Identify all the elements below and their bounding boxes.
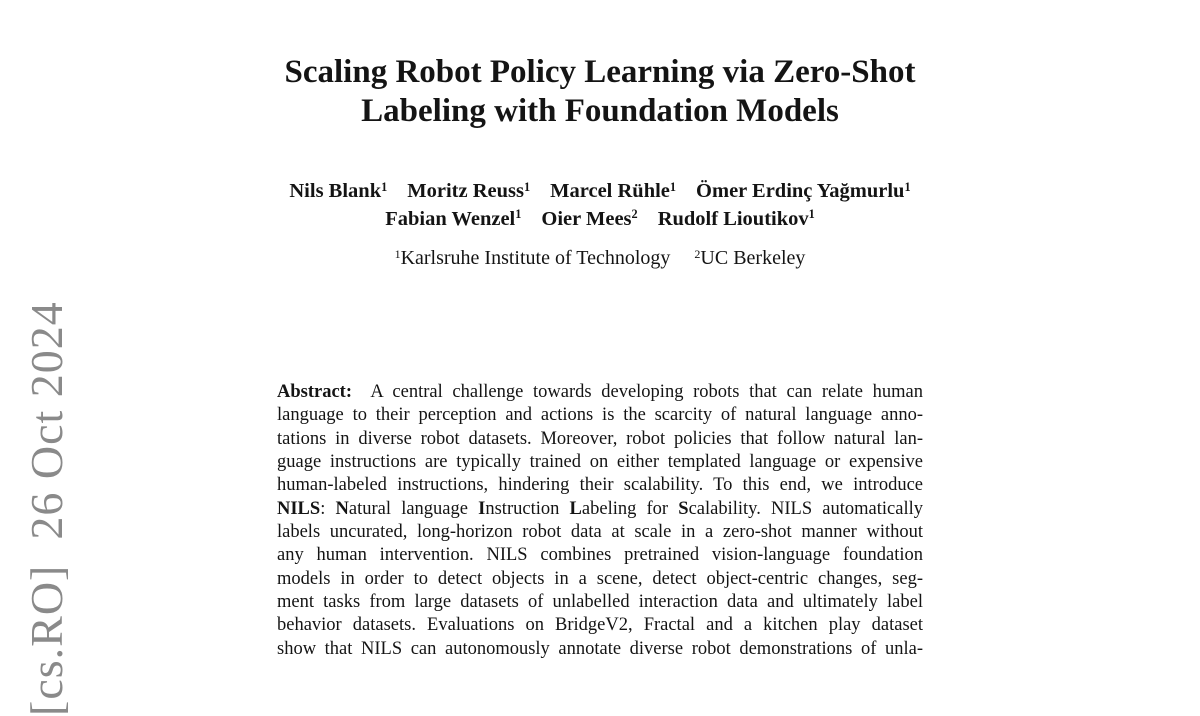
author-affiliation-superscript: 1 xyxy=(808,207,815,222)
paper-content-column xyxy=(277,0,923,659)
abstract-line xyxy=(277,591,923,614)
author-name: Nils Blank$^1$ xyxy=(289,179,388,202)
author-name: Marcel Rühle$^1$ xyxy=(550,179,677,202)
author-affiliation-superscript: 1 xyxy=(515,207,522,222)
abstract-line xyxy=(277,451,923,474)
abstract-text-bold: S xyxy=(678,498,689,519)
arxiv-watermark: [cs.RO] 26 Oct 2024 xyxy=(21,301,72,716)
author-affiliation-superscript: 1 xyxy=(381,179,388,194)
author-list xyxy=(277,179,923,234)
author-name: Oier Mees$^2$ xyxy=(541,207,638,230)
affiliation-superscript: 2 xyxy=(694,246,701,261)
abstract-text: show that NILS can autonomously annotate diverse robot demonstrations of unla- xyxy=(277,638,923,659)
abstract-text: calability. NILS automatically xyxy=(688,498,923,519)
author-name: Moritz Reuss$^1$ xyxy=(407,179,531,202)
paper-title xyxy=(277,53,923,131)
author-row xyxy=(277,179,923,207)
affiliation: $^2$UC Berkeley xyxy=(694,246,806,269)
author-affiliation-superscript: 1 xyxy=(669,179,677,194)
abstract-text-bold: L xyxy=(569,498,582,519)
author-name: Ömer Erdinç Yağmurlu$^1$ xyxy=(696,179,911,202)
paper-title-line1: Scaling Robot Policy Learning via Zero-Shot xyxy=(284,54,916,90)
abstract-text-bold: Abstract: xyxy=(277,382,353,402)
abstract-text: models in order to detect objects in a scene, detect object-centric changes, seg- xyxy=(277,568,923,589)
abstract-line xyxy=(277,568,923,591)
abstract-line xyxy=(277,381,923,404)
abstract-line xyxy=(277,521,923,544)
abstract-text-bold: N xyxy=(335,498,349,519)
abstract-text: language to their perception and actions is the scarcity of natural language anno- xyxy=(277,405,923,426)
paper-title-line2: Labeling with Foundation Models xyxy=(361,93,839,129)
affiliation: $^1$Karlsruhe Institute of Technology xyxy=(394,246,671,269)
abstract xyxy=(277,381,923,661)
author-row xyxy=(277,207,923,235)
author-affiliation-superscript: 2 xyxy=(631,207,638,222)
abstract-text: behavior datasets. Evaluations on BridgeV2, Fractal and a kitchen play dataset xyxy=(277,615,923,636)
abstract-text: A central challenge towards developing robots that can relate human xyxy=(352,382,923,402)
abstract-text: atural language xyxy=(348,498,479,519)
abstract-text: ment tasks from large datasets of unlabelled interaction data and ultimately label xyxy=(277,592,923,613)
author-affiliation-superscript: 1 xyxy=(523,179,531,194)
author-name: Rudolf Lioutikov$^1$ xyxy=(657,207,815,230)
author-affiliation-superscript: 1 xyxy=(904,179,911,194)
affiliation-superscript: 1 xyxy=(394,246,401,261)
abstract-text-bold: NILS xyxy=(277,498,321,519)
abstract-text: : xyxy=(320,498,336,519)
abstract-text: labels uncurated, long-horizon robot data at scale in a zero-shot manner without xyxy=(277,522,923,543)
abstract-line xyxy=(277,614,923,637)
abstract-text: guage instructions are typically trained on either templated language or expensive xyxy=(277,452,923,473)
abstract-line xyxy=(277,544,923,567)
abstract-line xyxy=(277,498,923,521)
abstract-line xyxy=(277,638,923,661)
abstract-text: human-labeled instructions, hindering their scalability. To this end, we introduce xyxy=(277,475,923,496)
abstract-text: any human intervention. NILS combines pretrained vision-language foundation xyxy=(277,545,923,566)
abstract-text: nstruction xyxy=(485,498,570,519)
abstract-text: abeling for xyxy=(581,498,679,519)
abstract-line xyxy=(277,404,923,427)
abstract-line xyxy=(277,474,923,497)
abstract-text: tations in diverse robot datasets. Moreover, robot policies that follow natural lan- xyxy=(277,428,923,449)
author-name: Fabian Wenzel$^1$ xyxy=(385,207,522,230)
abstract-line xyxy=(277,428,923,451)
affiliation-list xyxy=(277,246,923,272)
abstract-text-bold: I xyxy=(478,498,486,519)
